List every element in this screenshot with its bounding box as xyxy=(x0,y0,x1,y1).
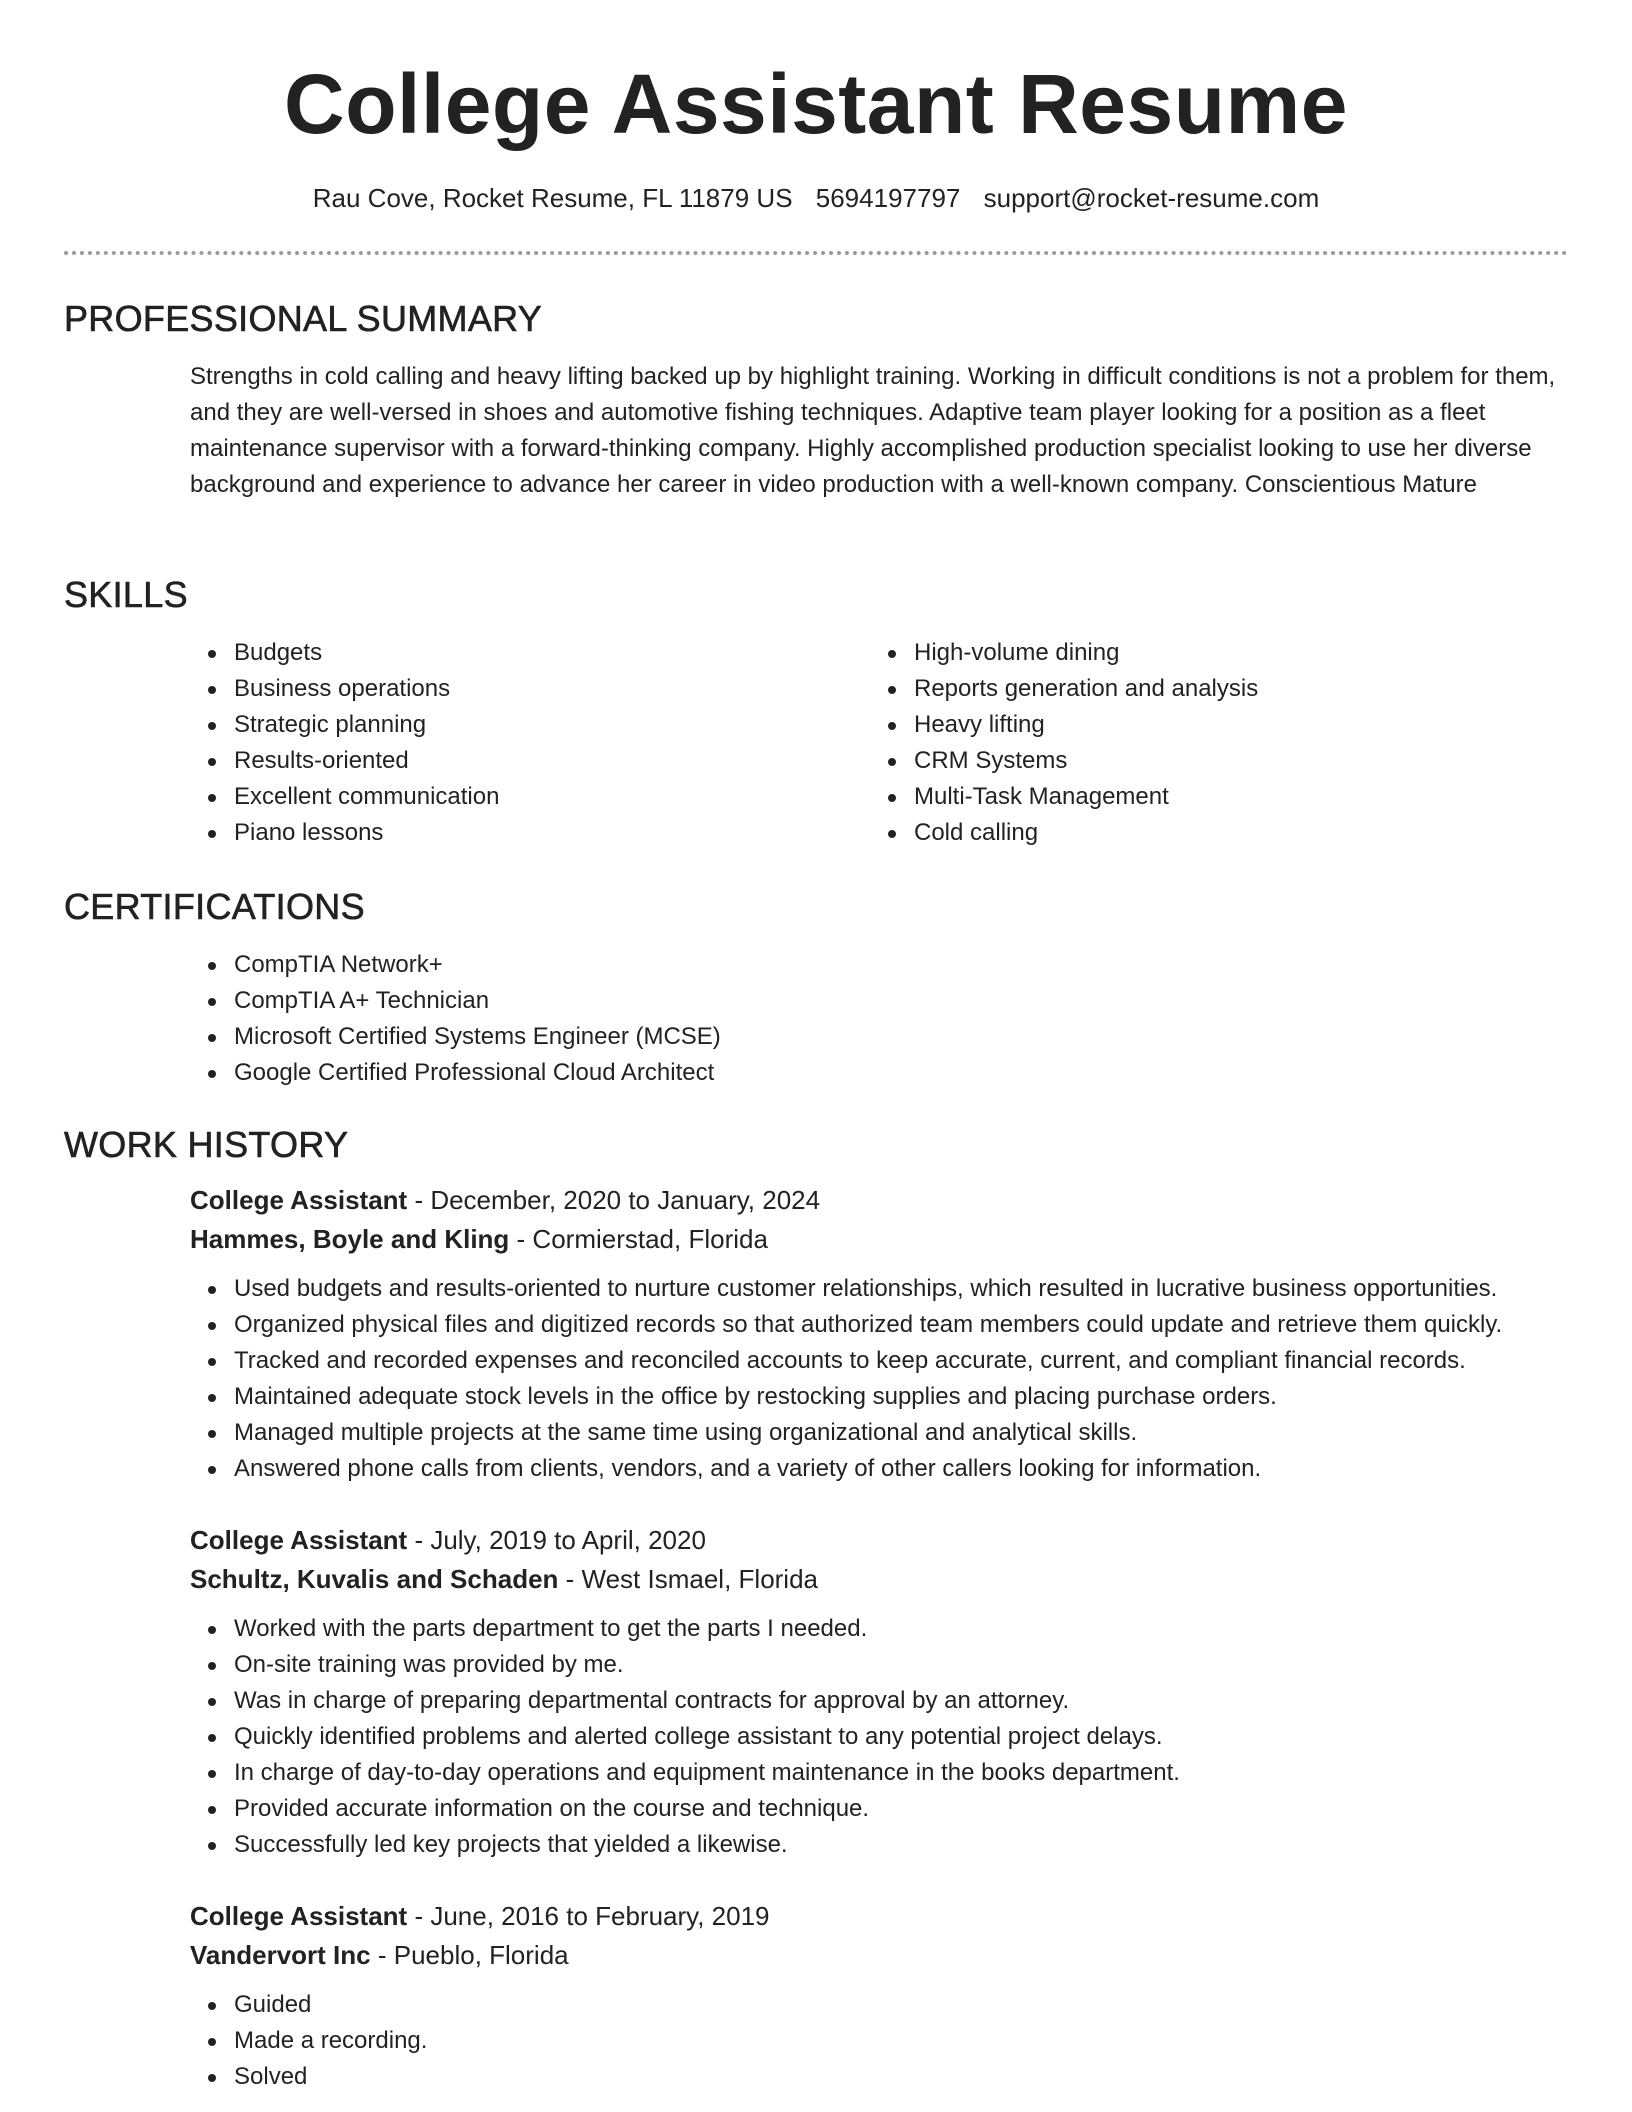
job-company-line xyxy=(190,1936,1568,1975)
job-dates: - July, 2019 to April, 2020 xyxy=(407,1525,706,1555)
contact-email: support@rocket-resume.com xyxy=(983,183,1320,213)
job-bullet: Worked with the parts department to get the parts I needed. xyxy=(234,1611,1568,1647)
skill-item: Piano lessons xyxy=(234,815,744,851)
certifications-heading: CERTIFICATIONS xyxy=(64,886,365,927)
job-dates: - December, 2020 to January, 2024 xyxy=(407,1185,821,1215)
job-bullet: Provided accurate information on the course and technique. xyxy=(234,1791,1568,1827)
work-history-section xyxy=(64,1123,1568,2095)
contact-phone: 5694197797 xyxy=(815,183,961,213)
certifications-list xyxy=(64,947,1568,1091)
skills-section xyxy=(64,573,1568,851)
job-title: College Assistant xyxy=(190,1901,408,1931)
skills-heading: SKILLS xyxy=(64,574,188,615)
job-bullet: Successfully led key projects that yielded a likewise. xyxy=(234,1827,1568,1863)
skill-item: Business operations xyxy=(234,671,744,707)
skills-list-right xyxy=(744,635,1424,851)
job-company-line xyxy=(190,1220,1568,1259)
job-title-line xyxy=(190,1897,1568,1936)
job-bullet: Organized physical files and digitized records so that authorized team members could update and retrieve them quickly. xyxy=(234,1307,1568,1343)
job-bullet: On-site training was provided by me. xyxy=(234,1647,1568,1683)
job-bullet: Made a recording. xyxy=(234,2023,1568,2059)
summary-heading: PROFESSIONAL SUMMARY xyxy=(64,298,543,339)
job-bullets xyxy=(190,1611,1568,1863)
job-entry xyxy=(190,1181,1568,1487)
job-location: - Cormierstad, Florida xyxy=(509,1224,768,1254)
summary-section xyxy=(64,297,1568,503)
page-title: College Assistant Resume xyxy=(284,57,1348,151)
job-bullet: Used budgets and results-oriented to nurture customer relationships, which resulted in lucrative business opportunities. xyxy=(234,1271,1568,1307)
job-bullet: Guided xyxy=(234,1987,1568,2023)
job-bullet: Solved xyxy=(234,2059,1568,2095)
certification-item: CompTIA A+ Technician xyxy=(234,983,1568,1019)
skill-item: Reports generation and analysis xyxy=(914,671,1424,707)
skill-item: Strategic planning xyxy=(234,707,744,743)
skills-list-left xyxy=(64,635,744,851)
job-company: Vandervort Inc xyxy=(190,1940,371,1970)
job-bullet: Answered phone calls from clients, vendors, and a variety of other callers looking for information. xyxy=(234,1451,1568,1487)
job-company: Schultz, Kuvalis and Schaden xyxy=(190,1564,559,1594)
job-title: College Assistant xyxy=(190,1185,408,1215)
skill-item: High-volume dining xyxy=(914,635,1424,671)
job-title-line xyxy=(190,1521,1568,1560)
job-entry xyxy=(190,1897,1568,2095)
contact-address: Rau Cove, Rocket Resume, FL 11879 US xyxy=(312,183,793,213)
skill-item: Heavy lifting xyxy=(914,707,1424,743)
job-bullet: Quickly identified problems and alerted college assistant to any potential project delays. xyxy=(234,1719,1568,1755)
skills-columns xyxy=(64,635,1568,851)
job-bullet: Was in charge of preparing departmental contracts for approval by an attorney. xyxy=(234,1683,1568,1719)
job-location: - West Ismael, Florida xyxy=(558,1564,819,1594)
certification-item: CompTIA Network+ xyxy=(234,947,1568,983)
skill-item: Budgets xyxy=(234,635,744,671)
job-dates: - June, 2016 to February, 2019 xyxy=(407,1901,770,1931)
job-title: College Assistant xyxy=(190,1525,408,1555)
job-location: - Pueblo, Florida xyxy=(370,1940,569,1970)
skill-item: Cold calling xyxy=(914,815,1424,851)
certification-item: Microsoft Certified Systems Engineer (MCSE) xyxy=(234,1019,1568,1055)
header-divider xyxy=(64,251,1568,255)
job-bullets xyxy=(190,1987,1568,2095)
skill-item: CRM Systems xyxy=(914,743,1424,779)
job-title-line xyxy=(190,1181,1568,1220)
work-history-heading: WORK HISTORY xyxy=(64,1124,349,1165)
skill-item: Results-oriented xyxy=(234,743,744,779)
job-bullet: Maintained adequate stock levels in the office by restocking supplies and placing purchase orders. xyxy=(234,1379,1568,1415)
job-entry xyxy=(190,1521,1568,1863)
job-company-line xyxy=(190,1560,1568,1599)
job-bullet: Tracked and recorded expenses and reconciled accounts to keep accurate, current, and compliant financial records. xyxy=(234,1343,1568,1379)
certifications-section xyxy=(64,885,1568,1091)
skill-item: Excellent communication xyxy=(234,779,744,815)
job-bullet: Managed multiple projects at the same time using organizational and analytical skills. xyxy=(234,1415,1568,1451)
job-bullets xyxy=(190,1271,1568,1487)
summary-text: Strengths in cold calling and heavy lifting backed up by highlight training. Working in difficult conditions is not a problem for them, and they are well-versed in shoes and automotive fishing techniques. Adaptive team player looking for a position as a fleet maintenance supervisor with a forward-thinking company. Highly accomplished production specialist looking to use her diverse background and experience to advance her career in video production with a well-known company. Conscientious Mature xyxy=(190,363,1556,498)
job-bullet: In charge of day-to-day operations and equipment maintenance in the books department. xyxy=(234,1755,1568,1791)
job-company: Hammes, Boyle and Kling xyxy=(190,1224,510,1254)
contact-line xyxy=(0,178,1632,218)
skill-item: Multi-Task Management xyxy=(914,779,1424,815)
certification-item: Google Certified Professional Cloud Architect xyxy=(234,1055,1568,1091)
